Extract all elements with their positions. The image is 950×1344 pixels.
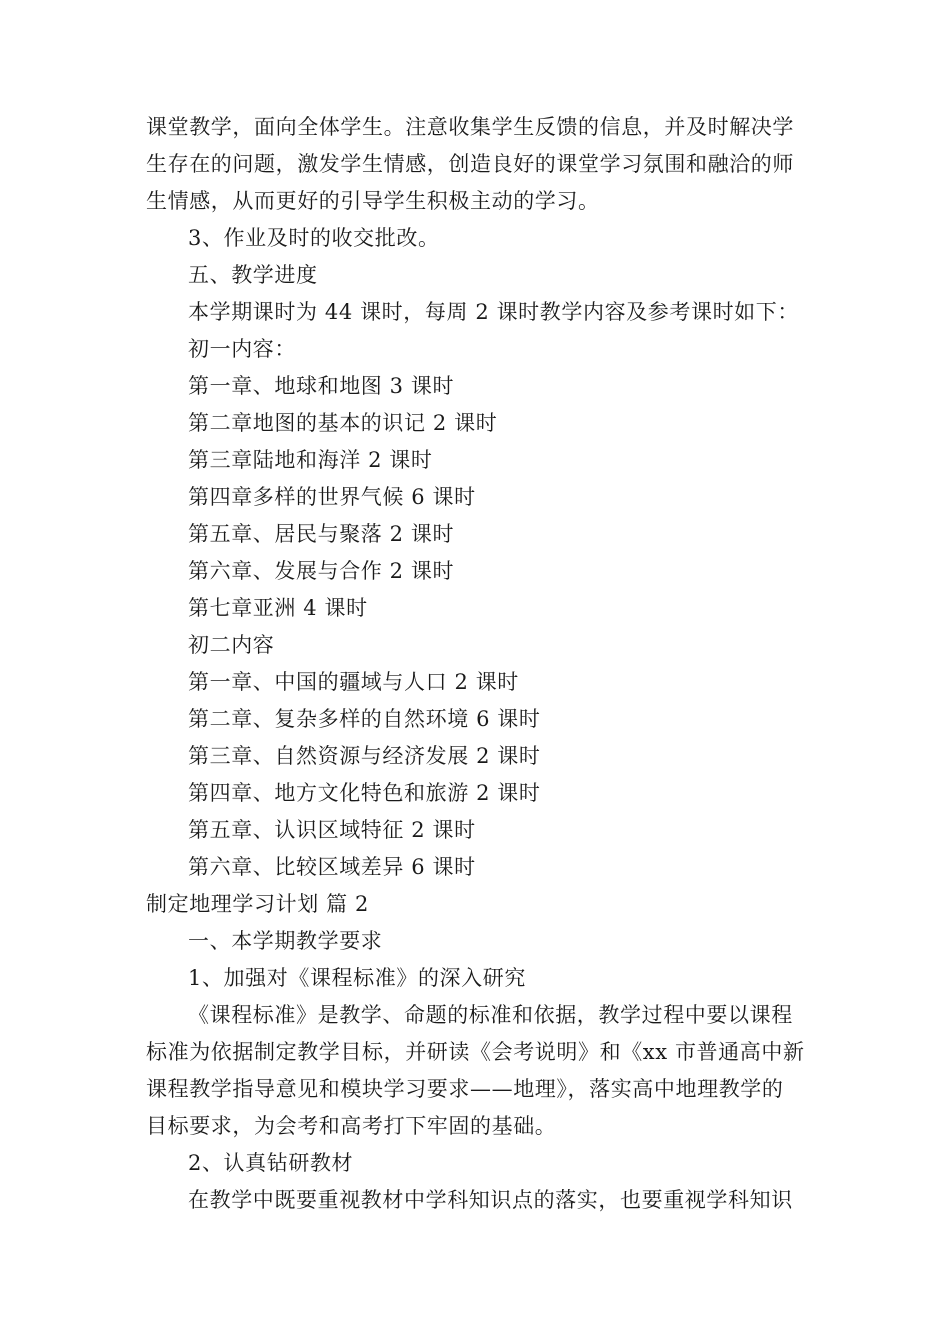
paragraph-line: 生情感，从而更好的引导学生积极主动的学习。 [146,189,600,213]
paragraph-line: 生存在的问题，激发学生情感，创造良好的课堂学习氛围和融洽的师 [146,152,794,176]
paragraph-line: 在教学中既要重视教材中学科知识点的落实，也要重视学科知识 [188,1188,793,1212]
subheading: 初一内容： [188,337,296,361]
list-item: 第四章多样的世界气候 6 课时 [188,485,476,509]
list-item: 第二章、复杂多样的自然环境 6 课时 [188,707,541,731]
section-heading: 五、教学进度 [188,263,318,287]
paragraph-line: 课程教学指导意见和模块学习要求——地理》，落实高中地理教学的 [146,1077,784,1101]
list-item: 第三章陆地和海洋 2 课时 [188,448,433,472]
list-item: 第五章、居民与聚落 2 课时 [188,522,455,546]
list-item: 第五章、认识区域特征 2 课时 [188,818,476,842]
list-item: 第一章、地球和地图 3 课时 [188,374,455,398]
article-title: 制定地理学习计划 篇 2 [146,892,369,916]
list-item: 第四章、地方文化特色和旅游 2 课时 [188,781,541,805]
paragraph-line: 《课程标准》是教学、命题的标准和依据，教学过程中要以课程 [188,1003,793,1027]
section-heading: 一、本学期教学要求 [188,929,383,953]
paragraph-line: 课堂教学，面向全体学生。注意收集学生反馈的信息，并及时解决学 [146,115,794,139]
subheading: 1、加强对《课程标准》的深入研究 [188,966,526,990]
paragraph-line: 3、作业及时的收交批改。 [188,226,440,250]
paragraph-line: 标准为依据制定教学目标，并研读《会考说明》和《xx 市普通高中新 [146,1040,805,1064]
list-item: 第六章、发展与合作 2 课时 [188,559,455,583]
list-item: 第二章地图的基本的识记 2 课时 [188,411,498,435]
subheading: 2、认真钻研教材 [188,1151,354,1175]
list-item: 第七章亚洲 4 课时 [188,596,368,620]
list-item: 第一章、中国的疆域与人口 2 课时 [188,670,519,694]
paragraph-line: 目标要求，为会考和高考打下牢固的基础。 [146,1114,557,1138]
paragraph-line: 本学期课时为 44 课时，每周 2 课时教学内容及参考课时如下： [188,300,799,324]
subheading: 初二内容 [188,633,275,657]
list-item: 第六章、比较区域差异 6 课时 [188,855,476,879]
list-item: 第三章、自然资源与经济发展 2 课时 [188,744,541,768]
